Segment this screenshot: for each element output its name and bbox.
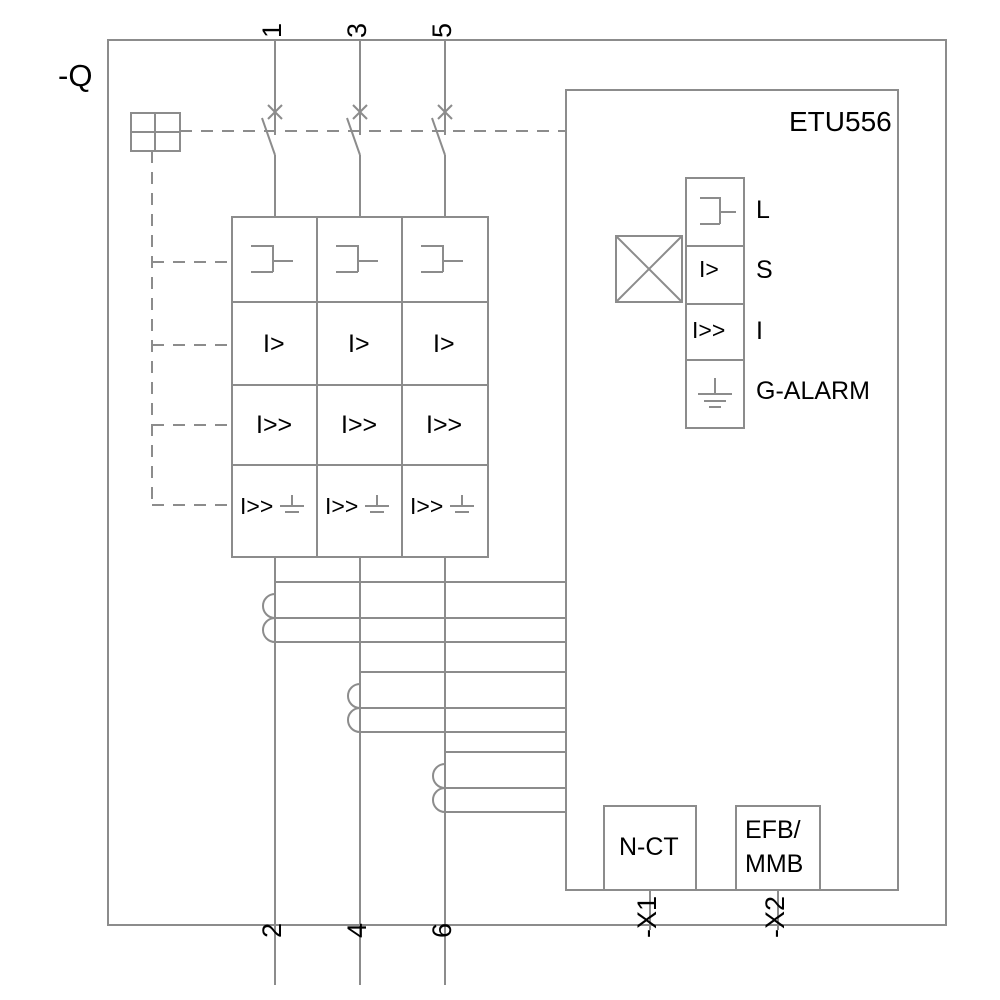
switch-blade-3: [347, 118, 360, 155]
ct-loop-3a: [433, 764, 566, 788]
ct-loop-2b: [348, 708, 566, 732]
device-label: ETU556: [789, 106, 892, 137]
terminal-6: 6: [427, 922, 457, 938]
pole-3-ground: I>>: [410, 493, 444, 519]
efb-label-line1: EFB/: [745, 816, 801, 844]
thermal-symbol-2: [336, 246, 378, 261]
switch-blade-5: [432, 118, 445, 155]
switch-blade-1: [262, 118, 275, 155]
terminal-x1: -X1: [632, 895, 662, 938]
thermal-symbol-1: [251, 246, 293, 261]
terminal-x2: -X2: [760, 895, 790, 938]
pole-1-shortcircuit: I>>: [256, 411, 293, 439]
page-title: -Q: [58, 58, 93, 93]
etu-label-g-alarm: G-ALARM: [756, 377, 870, 405]
etu-label-L: L: [756, 196, 770, 224]
terminal-2: 2: [257, 922, 287, 938]
etu-thermal-symbol: [700, 198, 736, 212]
pole-2-overcurrent: I>: [348, 330, 370, 358]
pole-1-ground: I>>: [240, 493, 274, 519]
outer-frame: [108, 40, 946, 925]
pole-2-ground: I>>: [325, 493, 359, 519]
thermal-symbol-3: [421, 246, 463, 261]
ct-loop-3b: [433, 788, 566, 812]
efb-label-line2: MMB: [745, 850, 804, 878]
terminal-1: 1: [257, 22, 287, 38]
terminal-5: 5: [427, 22, 457, 38]
pole-1-overcurrent: I>: [263, 330, 285, 358]
etu-symbol-S: I>: [699, 256, 719, 282]
terminal-4: 4: [342, 922, 372, 938]
etu-symbol-I: I>>: [692, 317, 726, 343]
earth-symbol-group: [280, 495, 474, 512]
etu-frame: [566, 90, 898, 890]
thermal-symbol-group: [251, 246, 463, 272]
pole-3-overcurrent: I>: [433, 330, 455, 358]
etu-label-S: S: [756, 256, 773, 284]
ct-loop-2a: [348, 684, 566, 708]
ct-loop-1a: [263, 594, 566, 618]
pole-3-shortcircuit: I>>: [426, 411, 463, 439]
etu-label-I: I: [756, 317, 763, 345]
ct-loop-1b: [263, 618, 566, 642]
pole-2-shortcircuit: I>>: [341, 411, 378, 439]
n-ct-label: N-CT: [619, 833, 679, 861]
terminal-3: 3: [342, 22, 372, 38]
